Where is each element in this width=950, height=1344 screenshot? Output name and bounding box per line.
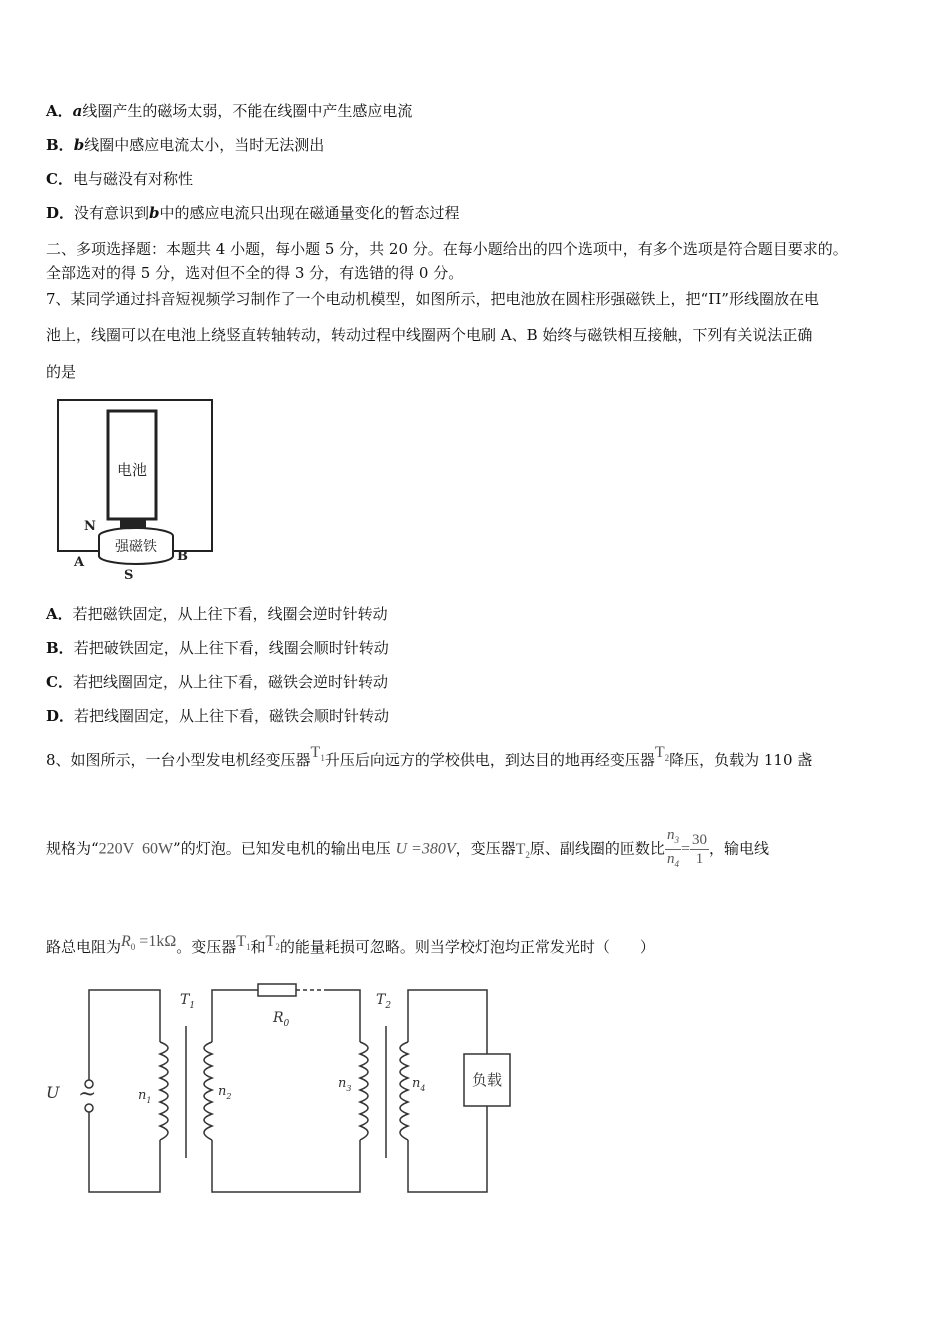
n3-label: $n_3$ [338,1076,352,1093]
option-label: D． [46,204,75,222]
n3-sub: 3 [674,835,679,845]
pole-n-label: N [84,519,96,534]
q8-text: ，输电线 [708,839,769,858]
transformer-t2-inline [516,841,530,858]
q8-text: 降压，负载为 110 盏 [669,751,813,769]
q8-text: ”的灯泡。已知发电机的输出电压 [173,839,391,858]
option-text: 线圈中感应电流太小，当时无法测出 [84,136,325,154]
n2-label: $n_2$ [218,1084,232,1101]
u-label: U [46,1083,60,1102]
option-text-post: 中的感应电流只出现在磁通量变化的暂态过程 [159,204,460,222]
q7-option-d [46,705,389,727]
n1-label: $n_1$ [138,1088,152,1105]
q6-option-d [46,202,460,224]
option-text: 线圈产生的磁场太弱，不能在线圈中产生感应电流 [82,102,413,120]
coil-n4 [400,1042,408,1140]
brush-a-label: A [74,555,85,570]
n3-letter: n [666,827,675,843]
option-label: B． [46,639,74,657]
t2-letter: T [265,933,276,950]
transformer-t1-symbol [310,744,325,764]
r0-letter: R [121,933,131,950]
source-wire-top [89,990,160,1080]
t1-sub: 1 [320,753,325,764]
transmission-circuit-figure [40,982,520,1202]
q7-stem-line2: 池上，线圈可以在电池上绕竖直转轴转动，转动过程中线圈两个电刷 A、B 始终与磁铁相互接触，下列有关说法正确 [46,326,813,344]
option-label: C． [46,170,73,188]
option-label: A． [46,102,73,120]
turns-ratio-fraction [665,826,681,873]
q6-option-c [46,168,193,190]
t1-inline [236,933,251,953]
t1-letter: T [236,933,247,950]
q7-option-c [46,671,388,693]
transformer-t2-symbol [654,744,670,764]
t2-sub: 2 [664,753,670,764]
option-text-pre: 没有意识到 [74,204,150,222]
option-text: 电与磁没有对称性 [72,170,193,188]
q8-stem-line2 [46,826,769,875]
line-wire-left [212,990,256,1042]
q8-text: 升压后向远方的学校供电，到达目的地再经变压器 [324,751,655,769]
t2-letter: T [654,744,665,761]
q8-stem-line1 [46,745,812,781]
q7-option-a [46,603,388,625]
option-text: 若把线圈固定，从上往下看，磁铁会逆时针转动 [72,673,388,691]
t2-label: $T_2$ [376,992,392,1011]
option-label: D． [46,707,75,725]
resistance-equation [121,933,177,953]
battery-label: 电池 [116,461,148,479]
section-heading-line2: 全部选对的得 5 分，选对但不全的得 3 分，有选错的得 0 分。 [46,264,464,282]
coil-n2 [204,1042,212,1140]
ac-source-symbol: ~ [78,1082,97,1107]
q7-option-b [46,637,389,659]
lamp-spec: 220V 60W [98,840,174,858]
q8-text: 的能量耗损可忽略。则当学校灯泡均正常发光时（ ） [279,938,655,956]
section-heading-line1: 二、多项选择题：本题共 4 小题，每小题 5 分，共 20 分。在每小题给出的四个选项中，有多个选项是符合题目要求的。 [46,240,848,258]
q8-text: 路总电阻为 [46,938,122,956]
q6-option-b [46,134,324,156]
t2-sub: 2 [275,942,280,953]
brush-b-label: B [177,549,188,564]
equals-sign: = [680,840,690,858]
r0-sub: 0 [130,942,136,953]
q8-text: 和 [250,938,266,956]
option-text: 若把线圈固定，从上往下看，磁铁会顺时针转动 [74,707,390,725]
ratio-denominator: 1 [695,851,704,867]
motor-model-figure [46,393,226,585]
q8-text: 规格为“ [46,839,99,858]
t1-sub: 1 [246,942,251,953]
voltage-equation: U =380V [395,840,456,858]
line-wire-right [324,990,360,1042]
variable: a [72,102,83,120]
q8-stem-line3 [46,932,655,968]
load-wire-bottom [408,1106,487,1192]
q8-text: 原、副线圈的匝数比 [529,839,665,858]
q6-option-a [46,100,412,122]
option-label: A． [46,605,73,623]
n4-letter: n [666,851,675,867]
coil-n1 [160,1042,168,1140]
load-wire-top [408,990,487,1054]
option-label: C． [46,673,73,691]
q8-text: ，变压器 [455,839,516,858]
ratio-numerator: 30 [691,832,707,848]
pole-s-label: S [124,568,134,583]
t2-letter: T [515,840,526,858]
t2-inline [265,933,280,953]
option-label: B． [46,136,74,154]
resistor-r0 [258,984,296,996]
line-wire-bottom [212,1140,360,1192]
t1-letter: T [310,744,321,761]
variable: b [73,136,85,154]
option-text: 若把破铁固定，从上往下看，线圈会顺时针转动 [73,639,389,657]
magnet-label: 强磁铁 [115,539,157,555]
variable: b [149,204,160,222]
r0-label: $R_0$ [273,1010,290,1029]
n4-label: $n_4$ [412,1076,426,1093]
option-text: 若把磁铁固定，从上往下看，线圈会逆时针转动 [72,605,388,623]
turns-ratio-value [690,831,709,868]
q7-stem-line1: 7、某同学通过抖音短视频学习制作了一个电动机模型，如图所示，把电池放在圆柱形强磁铁上，把“Π”形线圈放在电 [46,290,819,308]
n4-sub: 4 [674,859,679,869]
t1-label: $T_1$ [180,992,196,1011]
q7-stem-line3: 的是 [46,363,77,381]
r0-value: =1kΩ [139,933,177,950]
coil-n3 [360,1042,368,1140]
source-wire-bottom [89,1108,160,1192]
load-label: 负载 [471,1071,503,1089]
t2-sub: 2 [525,849,530,860]
q8-text: 8、如图所示，一台小型发电机经变压器 [46,751,311,769]
q8-text: 。变压器 [176,938,237,956]
